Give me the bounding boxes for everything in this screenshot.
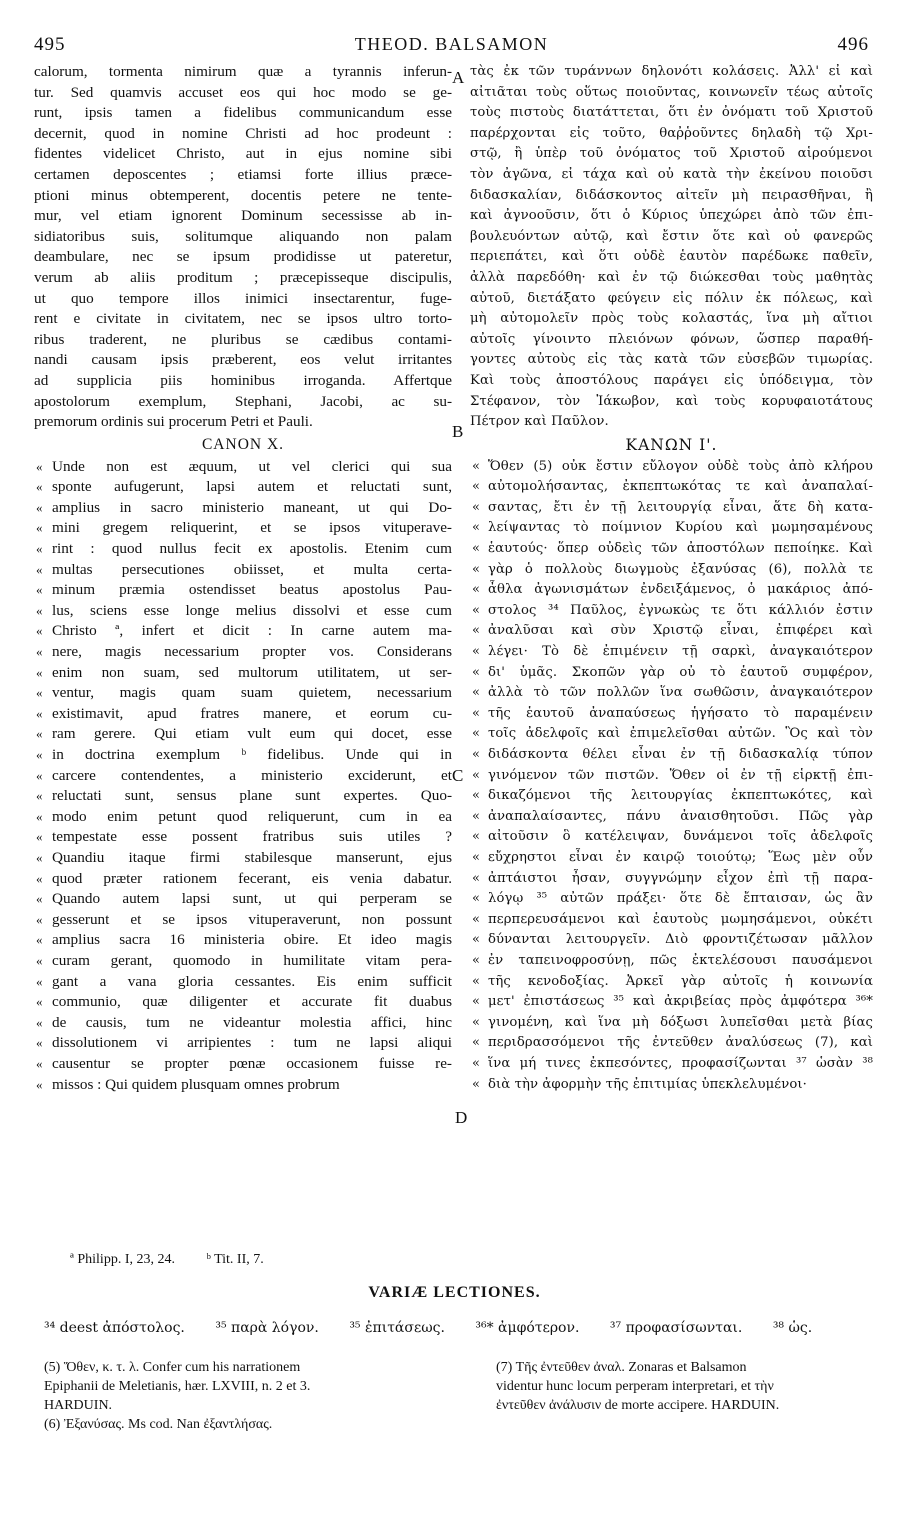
text-line: « multas persecutiones obiisset, et multa certa- [34, 560, 452, 581]
text-line: τὰς ἐκ τῶν τυράννων δηλονότι κολάσεις. Ἀλλ' εἰ καὶ [470, 64, 873, 79]
text-line: « tempestate esse possent fratribus suis utiles ? [34, 827, 452, 848]
text-line: « γινομένη, καὶ ἵνα μὴ δόξωσι λυπεῖσθαι μετὰ βίας [470, 1013, 873, 1034]
text-line: « lus, sciens esse longe melius dissolvi et esse cum [34, 601, 452, 622]
text-line: « δι' ὑμᾶς. Σκοπῶν γὰρ οὐ τὸ ἑαυτοῦ συμφέρον, [470, 663, 873, 684]
text-line: « στολος ³⁴ Παῦλος, ἐγνωκὼς τε ὅτι κάλλιόν ἐστιν [470, 601, 873, 622]
greek-column [470, 62, 873, 1095]
text-line: « σαντας, ἔτι ἐν τῇ λειτουργίᾳ εἶναι, ἅτε δὴ κατα- [470, 498, 873, 519]
text-line: « dissolutionem vi arripientes : tum ne lapsi aliqui [34, 1033, 452, 1054]
text-line: « ἆθλα ἀγωνισμάτων ἐνδειξάμενος, ὁ μακάριος ἀπό- [470, 580, 873, 601]
variant-38: ³⁸ ὡς. [772, 1320, 813, 1336]
text-line: Καὶ τοὺς ἀποστόλους παράγει εἰς ὑπόδειγμα, τὸν [470, 372, 873, 388]
text-line: « communio, quæ diligenter et accurate fit duabus [34, 992, 452, 1013]
text-line: « λέγει· Τὸ δὲ ἐπιμένειν τῇ σαρκὶ, ἀναγκαιότερον [470, 642, 873, 663]
greek-canon-heading: ΚΑΝΩΝ Ι'. [625, 435, 718, 454]
text-line: « missos : Qui quidem plusquam omnes probrum [34, 1075, 452, 1096]
text-line: certamen deposcentes ; etiamsi forte illius præce- [34, 165, 452, 183]
text-line: « ἑαυτούς· ὅπερ οὐδεὶς τῶν ἀποστόλων πεποίηκε. Καὶ [470, 539, 873, 560]
text-line: παρέρχονται εἰς τοῦτο, θαῤῥοῦντες δηλαδὴ τῷ Χρι- [470, 125, 873, 141]
text-line: « minum præmia ostendisset beatus apostolus Pau- [34, 580, 452, 601]
text-line: « de causis, tum ne videantur molestia affici, hinc [34, 1013, 452, 1034]
text-line: « ἀναπαλαίσαντες, πάνυ ἀναισθητοῦσι. Πῶς γὰρ [470, 807, 873, 828]
variant-35b: ³⁵ ἐπιτάσεως. [349, 1320, 445, 1336]
text-line: στῷ, ἢ ὑπὲρ τοῦ ὀνόματος τοῦ Χριστοῦ αἱρούμενοι [470, 146, 873, 162]
text-line: « ἵνα μή τινες ἐκπεσόντες, προφασίζωνται ³⁷ ὡσὰν ³⁸ [470, 1054, 873, 1075]
text-line: sidiatoribus suis, solitumque aliquando non palam [34, 227, 452, 245]
text-line: « existimavit, apud fratres manere, et eorum cu- [34, 704, 452, 725]
text-line: « λόγῳ ³⁵ αὐτῶν πράξει· ὅτε δὲ ἔπταισαν, ὡς ἂν [470, 889, 873, 910]
text-line: Πέτρον καὶ Παῦλον. [470, 414, 609, 430]
page-number-left: 495 [34, 34, 66, 55]
page-header [34, 34, 869, 58]
text-line: « γὰρ ὁ πολλοὺς διωγμοὺς ἐξανύσας (6), πολλὰ τε [470, 560, 873, 581]
text-line: « περπερευσάμενοι καὶ ἑαυτοὺς μωμησάμενοι, οὐκέτι [470, 910, 873, 931]
footnote-b: ᵇ Tit. II, 7. [206, 1252, 264, 1267]
text-line: « Unde non est æquum, ut vel clerici qui sua [34, 457, 452, 478]
text-line: « διὰ τὴν ἀφορμὴν τῆς ἐπιτιμίας ὑπεκλελυμένοι· [470, 1075, 873, 1096]
variant-36: ³⁶* ἀμφότερον. [475, 1320, 580, 1336]
note-line: videntur hunc locum perperam interpretari, et τὴν [496, 1379, 774, 1394]
text-line: καὶ ἀγνοοῦσιν, ὅτι ὁ Κύριος ὑπεχώρει ἀπὸ τῶν ἐπι- [470, 208, 873, 224]
text-line: verum ab aliis proditum ; præcepisseque discipulis, [34, 268, 452, 286]
text-line: « τοῖς ἀδελφοῖς καὶ ἐπιμελεῖσθαι αὐτῶν. Ὃς καὶ τὸν [470, 724, 873, 745]
margin-letter-a: A [452, 68, 465, 87]
text-line: « gant a vana gloria cessantes. Eis enim sufficit [34, 972, 452, 993]
text-line: « rint : quod nullus fecit ex apostolis. Etenim cum [34, 539, 452, 560]
text-line: deambulare, nec se ipsum prodidisse ut pateretur, [34, 248, 452, 266]
footnotes [70, 1252, 292, 1268]
latin-column [34, 62, 452, 1095]
text-line: « μετ' ἐπιστάσεως ³⁵ καὶ ἀκριβείας πρὸς ἀμφότερα ³⁶* [470, 992, 873, 1013]
text-line: « gesserunt et se ipsos vituperaverunt, non possunt [34, 910, 452, 931]
text-line: « carcere contendentes, a ministerio exciderunt, et [34, 766, 452, 787]
text-line: premorum ordinis sui procerum Petri et Pauli. [34, 413, 313, 431]
text-line: « αὐτομολήσαντας, ἐκπεπτωκότας τε καὶ ἀναπαλαί- [470, 477, 873, 498]
variant-34: ³⁴ deest ἀπόστολος. [44, 1320, 185, 1336]
text-line: τοὺς πιστοὺς διατάττεται, ὅτι ἐν ὀνόματι τοῦ Χριστοῦ [470, 105, 873, 121]
text-line: « mini gregem reliquerint, et se ipsos vituperave- [34, 518, 452, 539]
note-line: HARDUIN. [44, 1398, 113, 1413]
text-line: αὐτοῦ, διετάξατο φεύγειν εἰς πόλιν ἐκ πόλεως, καὶ [470, 290, 873, 306]
text-line: « modo enim petunt quod reliquerunt, cum in ea [34, 807, 452, 828]
text-line: « ἀλλὰ τὸ τῶν πολλῶν ἵνα σωθῶσιν, ἀναγκαιότερον [470, 683, 873, 704]
text-line: « curam gerant, quomodo in humilitate vitam pera- [34, 951, 452, 972]
text-line: « ἀπτάιστοι ἦσαν, συγγνώμην εἶχον ἐπὶ τῇ παρα- [470, 869, 873, 890]
text-line: « reluctati sunt, sensus plane sunt expertes. Quo- [34, 786, 452, 807]
text-line: « Quandiu itaque firmi stabilesque manserunt, ejus [34, 848, 452, 869]
text-line: « nere, magis necessarium propter vos. Considerans [34, 642, 452, 663]
text-line: « ἀναλῦσαι καὶ σὺν Χριστῷ εἶναι, ἐπιφέρει καὶ [470, 621, 873, 642]
page-number-right: 496 [837, 34, 869, 55]
variae-lectiones-title: VARIÆ LECTIONES. [368, 1284, 541, 1301]
text-line: « λείψαντας τὸ ποίμνιον Κυρίου καὶ μωμησαμένους [470, 518, 873, 539]
text-line: « δύνανται λειτουργεῖν. Διὸ φροντιζέτωσαν μᾶλλον [470, 930, 873, 951]
text-line: « εὔχρηστοι εἶναι ἐν καιρῷ τοιούτῳ; Ἕως μὲν οὖν [470, 848, 873, 869]
note-line: (6) Ἐξανύσας. Ms cod. Nan ἐξαντλήσας. [44, 1417, 273, 1432]
text-line: « ram gerere. Qui etiam vult eum qui docet, esse [34, 724, 452, 745]
text-line: βουλευόντων αὐτῷ, καὶ ἔστιν ὅτε καὶ οὐ φανερῶς [470, 228, 873, 244]
text-line: « διδάσκοντα θέλει εἶναι ἐν τῇ διδασκαλίᾳ τύπον [470, 745, 873, 766]
text-line: « causentur se propter pœnæ occasionem fuisse re- [34, 1054, 452, 1075]
greek-intro-paragraph [470, 62, 873, 433]
text-line: « Christo ª, infert et dicit : In carne autem ma- [34, 621, 452, 642]
text-line: τὸν ἀγῶνα, εἰ τάχα καὶ οὐ κατὰ τὴν ἐκείνου ποιοῦσι [470, 166, 873, 182]
text-line: rent e civitate in civitatem, nec se ipsos ultro torto- [34, 310, 452, 328]
text-line: fidentes videlicet Christo, aut in ejus nomine sibi [34, 145, 452, 163]
text-line: « ἐν ταπεινοφροσύνῃ, πῶς ἐκτελέσουσι παυσάμενοι [470, 951, 873, 972]
text-line: nandi causam ipsis præberent, eos velut irritantes [34, 351, 452, 369]
text-line: « γινόμενον τῶν πιστῶν. Ὅθεν οἱ ἐν τῇ εἱρκτῇ ἐπι- [470, 766, 873, 787]
editor-notes-left [44, 1358, 464, 1434]
text-line: tur. Sed quamvis accuset eos qui hoc modo se ge- [34, 83, 452, 101]
editor-notes-right [496, 1358, 876, 1415]
text-line: « ventur, magis quam suam quietem, necessarium [34, 683, 452, 704]
margin-letter-b: B [452, 422, 464, 441]
text-line: ad supplicia piis hominibus irroganda. Affertque [34, 371, 452, 389]
text-line: apostolorum exemplum, Stephani, Jacobi, ac su- [34, 392, 452, 410]
text-line: « Quando autem lapsi sunt, ut qui perperam se [34, 889, 452, 910]
text-line: « amplius sacra 16 ministeria obire. Et ideo magis [34, 930, 452, 951]
variae-lectiones-list [44, 1320, 838, 1336]
text-line: « αἰτοῦσιν ὃ κατέλειψαν, δυνάμενοι τοῖς ἀδελφοῖς [470, 827, 873, 848]
latin-canon-heading: CANON X. [201, 435, 285, 453]
text-line: ribus traderent, ne pluribus se cædibus contami- [34, 330, 452, 348]
text-line: « τῆς ἑαυτοῦ ἀναπαύσεως ἡγήσατο τὸ παραμένειν [470, 704, 873, 725]
text-line: ut quo tempore illos inimici insectarentur, fuge- [34, 289, 452, 307]
text-line: « enim non suam, sed multorum utilitatem, ut ser- [34, 663, 452, 684]
footnote-a: ª Philipp. I, 23, 24. [70, 1252, 175, 1267]
note-line: Epiphanii de Meletianis, hær. LXVIII, n. 2 et 3. [44, 1379, 311, 1394]
text-line: ptioni minus obtemperent, docentis petere ne tente- [34, 186, 452, 204]
note-line: (5) Ὅθεν, κ. τ. λ. Confer cum his narrationem [44, 1360, 301, 1375]
text-line: calorum, tormenta nimirum quæ a tyrannis inferun- [34, 63, 452, 80]
text-line: « περιδρασσόμενοι τῆς ἐντεῦθεν ἀναλύσεως (7), καὶ [470, 1033, 873, 1054]
text-line: runt, ipsis tamen a fidelibus communicandum esse [34, 104, 452, 122]
text-line: περιεπάτει, καὶ ὅτι οὐδὲ ἑαυτὸν παρέδωκε παθεῖν, [470, 249, 873, 265]
margin-letter-c: C [452, 766, 464, 785]
margin-letter-d: D [455, 1108, 468, 1127]
variant-37: ³⁷ προφασίσωνται. [609, 1320, 743, 1336]
text-line: « quod præter rationem fecerant, eis venia dabatur. [34, 869, 452, 890]
text-line: αἰτιᾶται τοὺς οὕτως ποιοῦντας, κοινωνεῖν τέως αὐτοῖς [470, 84, 873, 100]
variant-35: ³⁵ παρὰ λόγον. [215, 1320, 319, 1336]
greek-canon-text [470, 457, 873, 1095]
latin-intro-paragraph [34, 62, 452, 433]
text-line: διδασκαλίαν, διδάσκοντος αἰτεῖν μὴ πειρασθῆναι, ἢ [470, 187, 873, 203]
latin-canon-text [34, 457, 452, 1095]
text-line: αὐτοῖς γίνοιντο πλειόνων φόνων, ὥσπερ παραθή- [470, 331, 873, 347]
text-line: « Ὅθεν (5) οὐκ ἔστιν εὔλογον οὐδὲ τοὺς ἀπὸ κλήρου [470, 457, 873, 478]
text-line: Στέφανον, τὸν Ἰάκωβον, καὶ τοὺς κορυφαιοτάτους [470, 393, 873, 409]
text-line: mur, vel etiam ignorent Dominum secessisse ab in- [34, 207, 452, 225]
note-line: (7) Τῆς ἐντεῦθεν ἀναλ. Zonaras et Balsamon [496, 1360, 747, 1375]
text-line: μὴ αὐτομολεῖν πρὸς τοὺς κολαστάς, ἵνα μὴ αἴτιοι [470, 311, 873, 327]
text-line: « τῆς κενοδοξίας. Ἀρκεῖ γὰρ αὐτοῖς ἡ κοινωνία [470, 972, 873, 993]
text-line: « δικαζόμενοι τῆς λειτουργίας ἐκπεπτωκότες, καὶ [470, 786, 873, 807]
text-line: ἀλλὰ παρεδόθη· καὶ ἐν τῷ διώκεσθαι τοὺς μαθητὰς [470, 269, 873, 285]
note-line: ἐντεῦθεν ἀνάλυσιν de morte accipere. HARDUIN. [496, 1398, 780, 1413]
text-line: « sponte aufugerunt, lapsi autem et reluctati sunt, [34, 477, 452, 498]
text-line: « in doctrina exemplum ᵇ fidelibus. Unde qui in [34, 745, 452, 766]
text-line: decernit, quod in nomine Christi ad hoc prodeunt : [34, 124, 452, 142]
running-title: THEOD. BALSAMON [354, 34, 549, 54]
text-line: « amplius in sacro ministerio maneant, ut qui Do- [34, 498, 452, 519]
text-line: γοντες αὐτοὺς εἰς τὰς κατὰ τῶν εὐσεβῶν τιμωρίας. [470, 352, 873, 368]
